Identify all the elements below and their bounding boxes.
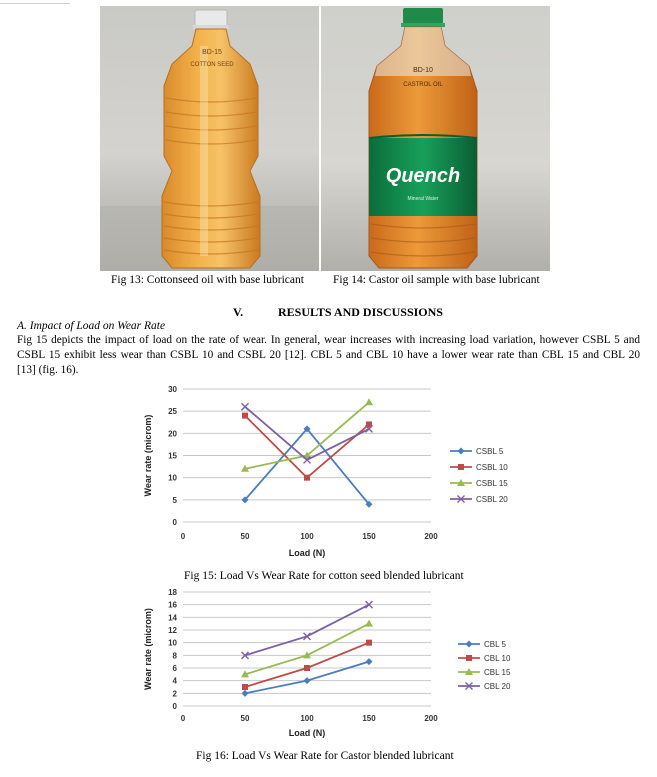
y-tick-label: 20 <box>168 429 177 439</box>
data-point <box>242 690 249 697</box>
x-axis-label: Load (N) <box>288 548 326 558</box>
fig15-chart-svg <box>140 380 520 566</box>
x-tick-label: 200 <box>424 532 438 541</box>
legend-label: CSBL 10 <box>476 463 508 472</box>
paragraph-line: Fig 15 depicts the impact of load on the rate of wear. In general, wear increases with increasing load variation, however CSBL 5 and <box>17 334 640 346</box>
fig16-caption: Fig 16: Load Vs Wear Rate for Castor blended lubricant <box>196 750 454 762</box>
y-tick-label: 6 <box>172 664 177 673</box>
y-tick-label: 10 <box>168 638 177 648</box>
cottonseed-bottle-image <box>100 6 319 271</box>
data-point <box>242 413 248 419</box>
body-paragraph <box>17 333 640 378</box>
legend-marker <box>466 655 472 661</box>
legend-label: CBL 20 <box>484 682 511 691</box>
y-tick-label: 5 <box>172 495 177 505</box>
series-line <box>245 416 369 478</box>
bottle-marker-text-1: BD-10 <box>413 67 433 74</box>
legend-entry <box>458 640 506 649</box>
fig16-chart <box>140 585 520 745</box>
y-tick-label: 0 <box>172 518 177 527</box>
data-point <box>304 665 310 671</box>
y-tick-label: 25 <box>168 407 177 417</box>
y-tick-label: 15 <box>168 451 177 461</box>
legend-entry <box>450 463 508 472</box>
x-tick-label: 150 <box>362 714 376 723</box>
y-tick-label: 4 <box>172 676 177 686</box>
section-number: V. <box>233 305 244 319</box>
data-point <box>366 640 372 646</box>
legend-label: CSBL 15 <box>476 479 508 488</box>
data-point <box>242 684 248 690</box>
x-tick-label: 200 <box>424 714 438 723</box>
y-axis-label: Wear rate (microm) <box>143 414 153 497</box>
brand-text: Quench <box>385 165 461 187</box>
y-tick-label: 10 <box>168 473 177 483</box>
y-tick-label: 0 <box>172 702 177 711</box>
series-csbl-10 <box>242 413 372 481</box>
series-cbl-5 <box>242 658 373 697</box>
legend-entry <box>458 682 511 691</box>
bottle-marker-text-1: BD-15 <box>202 49 222 56</box>
y-tick-label: 18 <box>168 588 177 597</box>
data-point <box>242 403 249 410</box>
legend-label: CBL 10 <box>484 654 511 663</box>
x-tick-label: 50 <box>240 532 250 541</box>
data-point <box>304 677 311 684</box>
data-point <box>366 658 373 665</box>
castor-bottle-image <box>321 6 550 271</box>
x-tick-label: 50 <box>240 714 250 723</box>
legend-marker <box>458 448 465 455</box>
brand-sub-text: Mineral Water <box>407 196 439 202</box>
y-tick-label: 30 <box>168 385 177 394</box>
fig15-caption: Fig 15: Load Vs Wear Rate for cotton seed blended lubricant <box>184 570 464 582</box>
legend-entry <box>450 495 508 504</box>
paragraph-line: CSBL 15 exhibit less wear than CSBL 10 and CSBL 20 [12]. CBL 5 and CBL 10 have a lower wear rate than CBL 15 and CBL 20 <box>17 349 640 361</box>
x-tick-label: 150 <box>362 532 376 541</box>
legend-entry <box>458 654 511 663</box>
legend-label: CSBL 5 <box>476 447 504 456</box>
y-tick-label: 2 <box>172 689 177 699</box>
x-tick-label: 0 <box>180 532 186 541</box>
legend-label: CSBL 20 <box>476 495 508 504</box>
data-point <box>304 475 310 481</box>
x-tick-label: 100 <box>300 532 314 541</box>
data-point <box>365 620 373 627</box>
data-point <box>365 398 373 405</box>
legend-entry <box>450 447 504 456</box>
bottle-marker-text-2: COTTON SEED <box>190 62 234 68</box>
fig13-photo <box>100 6 319 271</box>
fig14-caption: Fig 14: Castor oil sample with base lubricant <box>333 274 540 286</box>
y-tick-label: 16 <box>168 600 177 610</box>
legend-marker <box>466 641 473 648</box>
paragraph-line: [13] (fig. 16). <box>17 364 79 376</box>
legend-label: CBL 15 <box>484 668 511 677</box>
y-tick-label: 12 <box>168 626 177 635</box>
x-tick-label: 100 <box>300 714 314 723</box>
fig15-chart <box>140 380 520 566</box>
legend-entry <box>458 668 511 677</box>
legend-entry <box>450 479 508 488</box>
fig16-chart-svg <box>140 585 520 745</box>
x-axis-label: Load (N) <box>288 728 326 738</box>
y-tick-label: 14 <box>168 613 177 623</box>
y-tick-label: 8 <box>172 651 177 661</box>
top-edge-artifact <box>0 0 70 4</box>
x-tick-label: 0 <box>180 714 186 723</box>
section-title: RESULTS AND DISCUSSIONS <box>278 305 443 319</box>
y-axis-label: Wear rate (microm) <box>143 608 153 690</box>
fig13-caption: Fig 13: Cottonseed oil with base lubricant <box>111 274 304 286</box>
bottle-marker-text-2: CASTROL OIL <box>403 82 443 88</box>
legend-marker <box>458 464 464 470</box>
fig14-photo <box>321 6 550 271</box>
legend-label: CBL 5 <box>484 640 506 649</box>
subsection-title: A. Impact of Load on Wear Rate <box>17 320 166 332</box>
